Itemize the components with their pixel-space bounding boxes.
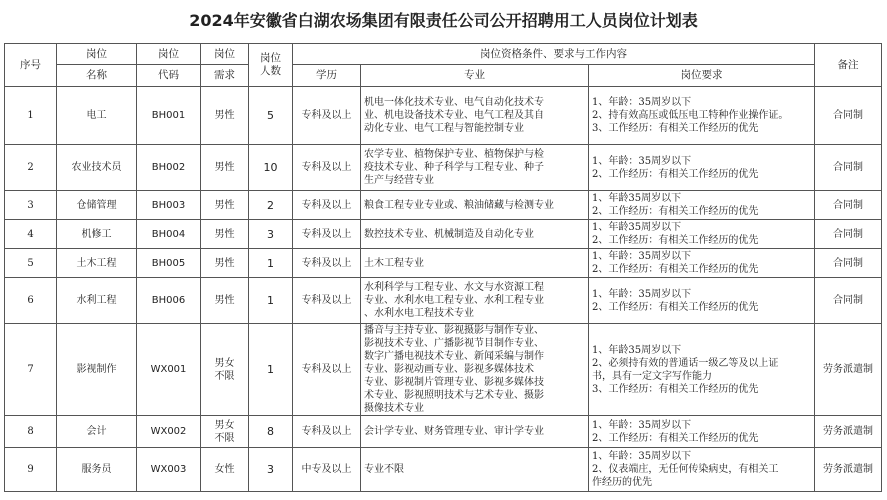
cell-post-count: 5 bbox=[249, 87, 293, 145]
cell-requirements-line: 作经历的优先 bbox=[592, 477, 652, 488]
cell-post-need-line: 男性 bbox=[214, 199, 235, 211]
cell-seq: 7 bbox=[5, 324, 57, 416]
cell-requirements bbox=[589, 416, 815, 448]
header-major: 专业 bbox=[361, 65, 589, 87]
cell-major-line: 数字广播电视技术专业、新闻采编与制作 bbox=[364, 351, 544, 362]
cell-post-need bbox=[201, 145, 249, 191]
header-remarks: 备注 bbox=[815, 44, 882, 87]
cell-major bbox=[361, 324, 589, 416]
cell-seq: 5 bbox=[5, 249, 57, 278]
cell-post-code: WX002 bbox=[137, 416, 201, 448]
cell-post-need-line: 男女 bbox=[214, 357, 235, 369]
cell-post-count: 10 bbox=[249, 145, 293, 191]
cell-education: 专科及以上 bbox=[293, 278, 361, 324]
cell-post-need bbox=[201, 448, 249, 492]
cell-remark: 合同制 bbox=[815, 191, 882, 220]
cell-seq: 6 bbox=[5, 278, 57, 324]
cell-requirements-line: 2、工作经历：有相关工作经历的优先 bbox=[592, 301, 759, 313]
cell-post-need-line: 不限 bbox=[214, 370, 235, 382]
cell-post-need-line: 不限 bbox=[214, 432, 235, 444]
cell-seq: 8 bbox=[5, 416, 57, 448]
cell-major-line: 摄像技术专业 bbox=[364, 403, 424, 414]
cell-post-name: 电工 bbox=[57, 87, 137, 145]
cell-remark: 合同制 bbox=[815, 87, 882, 145]
cell-major-line: 业、机电设备技术专业、电气工程及其自 bbox=[364, 110, 544, 121]
cell-education: 专科及以上 bbox=[293, 145, 361, 191]
cell-post-count: 1 bbox=[249, 324, 293, 416]
cell-requirements bbox=[589, 249, 815, 278]
cell-major-line: 影视技术专业、广播影视节目制作专业、 bbox=[364, 338, 544, 349]
cell-requirements bbox=[589, 191, 815, 220]
table-body bbox=[5, 87, 882, 492]
header-education: 学历 bbox=[293, 65, 361, 87]
table-row bbox=[5, 191, 882, 220]
header-requirements: 岗位要求 bbox=[589, 65, 815, 87]
cell-education: 专科及以上 bbox=[293, 416, 361, 448]
cell-post-need-line: 男性 bbox=[214, 257, 235, 269]
cell-post-need bbox=[201, 87, 249, 145]
cell-post-need-line: 男性 bbox=[214, 295, 235, 306]
table-row bbox=[5, 324, 882, 416]
header-qualification-group: 岗位资格条件、要求与工作内容 bbox=[293, 44, 815, 65]
cell-major-line: 农学专业、植物保护专业、植物保护与检 bbox=[364, 149, 544, 160]
cell-post-need-line: 男性 bbox=[214, 162, 235, 173]
cell-remark: 劳务派遣制 bbox=[815, 448, 882, 492]
cell-education: 专科及以上 bbox=[293, 191, 361, 220]
cell-post-code: BH005 bbox=[137, 249, 201, 278]
cell-major-line: 专业不限 bbox=[364, 464, 404, 475]
cell-major-line: 土木工程专业 bbox=[364, 257, 424, 269]
cell-post-need bbox=[201, 249, 249, 278]
cell-major bbox=[361, 87, 589, 145]
cell-post-need-line: 男性 bbox=[214, 110, 235, 121]
table-row bbox=[5, 220, 882, 249]
cell-major-line: 专业、水利水电工程专业、水利工程专业 bbox=[364, 295, 544, 306]
cell-post-code: WX001 bbox=[137, 324, 201, 416]
cell-requirements-line: 1、年龄35周岁以下 bbox=[592, 193, 682, 204]
cell-post-name: 服务员 bbox=[57, 448, 137, 492]
cell-post-need bbox=[201, 191, 249, 220]
cell-post-need-line: 女性 bbox=[214, 464, 235, 475]
cell-requirements-line: 2、持有效高压或低压电工特种作业操作证。 bbox=[592, 110, 789, 121]
cell-remark: 合同制 bbox=[815, 278, 882, 324]
cell-post-need bbox=[201, 416, 249, 448]
header-post-name-1: 岗位 bbox=[57, 44, 137, 65]
header-seq: 序号 bbox=[5, 44, 57, 87]
cell-requirements-line: 1、年龄：35周岁以下 bbox=[592, 419, 692, 431]
cell-requirements-line: 2、工作经历：有相关工作经历的优先 bbox=[592, 168, 759, 180]
cell-requirements-line: 书，具有一定文字写作能力 bbox=[592, 370, 712, 382]
cell-post-code: BH006 bbox=[137, 278, 201, 324]
cell-post-code: BH003 bbox=[137, 191, 201, 220]
cell-requirements-line: 1、年龄：35周岁以下 bbox=[592, 451, 692, 462]
cell-post-code: BH004 bbox=[137, 220, 201, 249]
cell-post-count: 2 bbox=[249, 191, 293, 220]
cell-post-code: BH001 bbox=[137, 87, 201, 145]
cell-post-name: 水利工程 bbox=[57, 278, 137, 324]
table-row bbox=[5, 145, 882, 191]
cell-seq: 9 bbox=[5, 448, 57, 492]
header-post-count-1: 岗位 bbox=[260, 52, 281, 64]
cell-seq: 4 bbox=[5, 220, 57, 249]
cell-post-name: 会计 bbox=[57, 416, 137, 448]
page-title: 2024年安徽省白湖农场集团有限责任公司公开招聘用工人员岗位计划表 bbox=[189, 11, 698, 30]
header-post-count bbox=[249, 44, 293, 87]
cell-remark: 劳务派遣制 bbox=[815, 416, 882, 448]
cell-requirements-line: 1、年龄：35周岁以下 bbox=[592, 288, 692, 300]
cell-major-line: 专业、影视动画专业、影视多媒体技术 bbox=[364, 364, 534, 375]
header-post-need-2: 需求 bbox=[201, 65, 249, 87]
header-post-need-1: 岗位 bbox=[201, 44, 249, 65]
table-row bbox=[5, 249, 882, 278]
cell-post-need bbox=[201, 278, 249, 324]
cell-post-need-line: 男性 bbox=[214, 228, 235, 240]
table-row bbox=[5, 448, 882, 492]
cell-requirements-line: 2、工作经历：有相关工作经历的优先 bbox=[592, 432, 759, 444]
cell-major bbox=[361, 416, 589, 448]
header-row-2 bbox=[5, 65, 882, 87]
table-row bbox=[5, 416, 882, 448]
cell-major-line: 播音与主持专业、影视摄影与制作专业、 bbox=[364, 325, 544, 336]
cell-major-line: 、水利水电工程技术专业 bbox=[364, 308, 474, 319]
cell-education: 中专及以上 bbox=[293, 448, 361, 492]
cell-major-line: 专业、影视制片管理专业、影视多媒体技 bbox=[364, 377, 544, 388]
cell-remark: 合同制 bbox=[815, 249, 882, 278]
cell-post-need bbox=[201, 220, 249, 249]
cell-post-count: 1 bbox=[249, 249, 293, 278]
cell-education: 专科及以上 bbox=[293, 87, 361, 145]
cell-post-name: 仓储管理 bbox=[57, 191, 137, 220]
cell-post-need-line: 男女 bbox=[214, 419, 235, 431]
cell-post-count: 3 bbox=[249, 448, 293, 492]
cell-major bbox=[361, 278, 589, 324]
cell-requirements-line: 3、工作经历：有相关工作经历的优先 bbox=[592, 383, 759, 395]
cell-major bbox=[361, 249, 589, 278]
cell-major-line: 数控技术专业、机械制造及自动化专业 bbox=[364, 228, 534, 240]
cell-major-line: 机电一体化技术专业、电气自动化技术专 bbox=[364, 97, 544, 108]
cell-remark: 合同制 bbox=[815, 145, 882, 191]
cell-major bbox=[361, 220, 589, 249]
cell-requirements-line: 1、年龄35周岁以下 bbox=[592, 222, 682, 233]
cell-post-count: 1 bbox=[249, 278, 293, 324]
cell-major bbox=[361, 448, 589, 492]
cell-post-name: 土木工程 bbox=[57, 249, 137, 278]
table-row bbox=[5, 87, 882, 145]
cell-seq: 1 bbox=[5, 87, 57, 145]
cell-post-count: 3 bbox=[249, 220, 293, 249]
cell-requirements-line: 1、年龄：35周岁以下 bbox=[592, 97, 692, 108]
cell-major-line: 生产与经营专业 bbox=[364, 175, 434, 186]
cell-remark: 合同制 bbox=[815, 220, 882, 249]
cell-requirements bbox=[589, 145, 815, 191]
cell-post-code: WX003 bbox=[137, 448, 201, 492]
header-post-name-2: 名称 bbox=[57, 65, 137, 87]
cell-requirements-line: 3、工作经历：有相关工作经历的优先 bbox=[592, 123, 759, 134]
cell-post-name: 机修工 bbox=[57, 220, 137, 249]
cell-post-name: 农业技术员 bbox=[57, 145, 137, 191]
cell-post-name: 影视制作 bbox=[57, 324, 137, 416]
cell-major-line: 会计学专业、财务管理专业、审计学专业 bbox=[364, 426, 544, 437]
cell-requirements bbox=[589, 278, 815, 324]
cell-requirements-line: 1、年龄35周岁以下 bbox=[592, 344, 682, 356]
cell-requirements bbox=[589, 448, 815, 492]
cell-major-line: 术专业、影视照明技术与艺术专业、摄影 bbox=[364, 390, 544, 401]
header-post-code-1: 岗位 bbox=[137, 44, 201, 65]
cell-seq: 3 bbox=[5, 191, 57, 220]
cell-seq: 2 bbox=[5, 145, 57, 191]
table-row bbox=[5, 278, 882, 324]
cell-education: 专科及以上 bbox=[293, 324, 361, 416]
cell-education: 专科及以上 bbox=[293, 220, 361, 249]
header-post-count-2: 人数 bbox=[260, 65, 281, 77]
cell-requirements-line: 2、工作经历：有相关工作经历的优先 bbox=[592, 206, 759, 217]
cell-post-need bbox=[201, 324, 249, 416]
cell-major-line: 疫技术专业、种子科学与工程专业、种子 bbox=[364, 162, 544, 173]
cell-major-line: 水利科学与工程专业、水文与水资源工程 bbox=[364, 282, 544, 293]
cell-education: 专科及以上 bbox=[293, 249, 361, 278]
cell-remark: 劳务派遣制 bbox=[815, 324, 882, 416]
header-post-code-2: 代码 bbox=[137, 65, 201, 87]
cell-requirements bbox=[589, 324, 815, 416]
cell-requirements-line: 2、必须持有效的普通话一级乙等及以上证 bbox=[592, 357, 779, 369]
cell-requirements-line: 2、仪表端庄，无任何传染病史，有相关工 bbox=[592, 464, 779, 475]
cell-requirements bbox=[589, 220, 815, 249]
cell-requirements-line: 1、年龄：35周岁以下 bbox=[592, 155, 692, 167]
cell-major-line: 动化专业、电气工程与智能控制专业 bbox=[364, 123, 524, 134]
cell-major bbox=[361, 145, 589, 191]
job-plan-table bbox=[4, 43, 882, 492]
cell-requirements-line: 2、工作经历：有相关工作经历的优先 bbox=[592, 264, 759, 275]
cell-requirements-line: 2、工作经历：有相关工作经历的优先 bbox=[592, 235, 759, 246]
cell-requirements bbox=[589, 87, 815, 145]
cell-major-line: 粮食工程专业专业或、粮油储藏与检测专业 bbox=[364, 199, 554, 211]
cell-requirements-line: 1、年龄：35周岁以下 bbox=[592, 251, 692, 262]
cell-post-count: 8 bbox=[249, 416, 293, 448]
cell-major bbox=[361, 191, 589, 220]
cell-post-code: BH002 bbox=[137, 145, 201, 191]
header-row-1 bbox=[5, 44, 882, 65]
